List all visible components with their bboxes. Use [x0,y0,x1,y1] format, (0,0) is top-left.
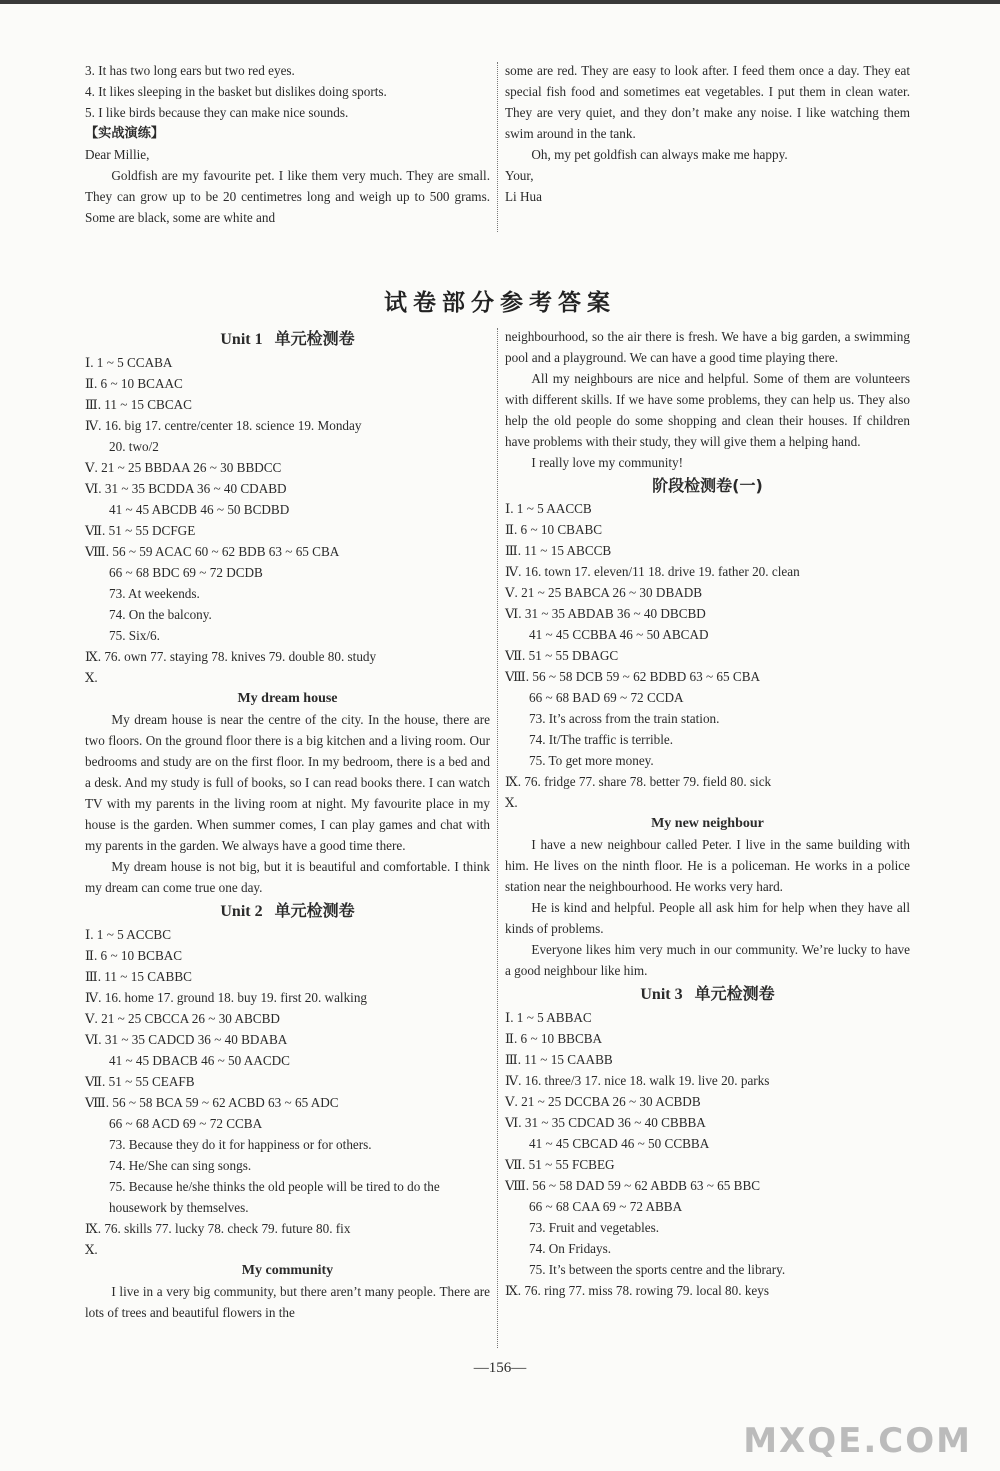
answer-line: 41 ~ 45 DBACB 46 ~ 50 AACDC [109,1053,290,1068]
answer-line: 73. Fruit and vegetables. [529,1220,660,1235]
answer-line: Ⅴ. 21 ~ 25 CBCCA 26 ~ 30 ABCBD [85,1011,280,1026]
answer-line: Ⅵ. 31 ~ 35 CADCD 36 ~ 40 BDABA [85,1032,288,1047]
answer-line: Ⅵ. 31 ~ 35 BCDDA 36 ~ 40 CDABD [85,481,287,496]
answer-line: Ⅹ. [85,670,98,685]
answer-line: Ⅳ. 16. three/3 17. nice 18. walk 19. live 20. parks [505,1073,770,1088]
column-divider [497,328,498,1348]
answer-line: 75. To get more money. [529,753,654,768]
unit-heading [85,900,490,923]
unit-heading [505,983,910,1006]
essay-paragraph: I live in a very big community, but there aren’t many people. There are lots of trees and beautiful flowers in the [85,1284,490,1320]
answer-line: 41 ~ 45 CBCAD 46 ~ 50 CCBBA [529,1136,710,1151]
answer-line: Ⅸ. 76. ring 77. miss 78. rowing 79. local 80. keys [505,1283,770,1298]
answer-line: Ⅱ. 6 ~ 10 BCBAC [85,948,183,963]
stage-heading: 阶段检测卷(一) [652,476,763,495]
answer-line: 74. On the balcony. [109,607,212,622]
top-left-column [85,60,490,228]
column-divider [497,62,498,232]
answer-line: 73. At weekends. [109,586,200,601]
answer-line: 73. It’s across from the train station. [529,711,720,726]
answer-line: Ⅲ. 11 ~ 15 CABBC [85,969,192,984]
answer-line: 75. It’s between the sports centre and the library. [529,1262,786,1277]
answer-line: Ⅳ. 16. big 17. centre/center 18. science 19. Monday [85,418,362,433]
answer-line: Ⅶ. 51 ~ 55 DBAGC [505,648,619,663]
answer-line: 20. two/2 [109,439,159,454]
answer-line: Ⅷ. 56 ~ 58 BCA 59 ~ 62 ACBD 63 ~ 65 ADC [85,1095,339,1110]
essay-title: My community [241,1263,334,1278]
answer-line: 74. He/She can sing songs. [109,1158,252,1173]
letter-salutation: Dear Millie, [85,147,150,162]
letter-closing: Your, [505,168,534,183]
answer-line: Ⅷ. 56 ~ 59 ACAC 60 ~ 62 BDB 63 ~ 65 CBA [85,544,340,559]
answer-line: Ⅴ. 21 ~ 25 DCCBA 26 ~ 30 ACBDB [505,1094,701,1109]
answer-line: 74. On Fridays. [529,1241,612,1256]
answer-line: 5. I like birds because they can make nice sounds. [85,105,349,120]
answer-line: Ⅹ. [505,795,518,810]
answer-line: Ⅰ. 1 ~ 5 AACCB [505,501,592,516]
answer-line: 41 ~ 45 CCBBA 46 ~ 50 ABCAD [529,627,709,642]
answer-line: Ⅱ. 6 ~ 10 BCAAC [85,376,183,391]
answer-line: Ⅷ. 56 ~ 58 DAD 59 ~ 62 ABDB 63 ~ 65 BBC [505,1178,761,1193]
answer-line: Ⅷ. 56 ~ 58 DCB 59 ~ 62 BDBD 63 ~ 65 CBA [505,669,761,684]
letter-paragraph: Goldfish are my favourite pet. I like them very much. They are small. They can grow up to be 20 centimetres long and weigh up to 500 grams. Some are black, some are white and [85,168,490,225]
answer-line: Ⅰ. 1 ~ 5 ACCBC [85,927,171,942]
answer-line: Ⅸ. 76. fridge 77. share 78. better 79. field 80. sick [505,774,772,789]
letter-paragraph: some are red. They are easy to look after. I feed them once a day. They eat special fish food and sometimes eat vegetables. I put them in clean water. They are very quiet, and they don’t make any noise. I like watching them swim around in the tank. [505,63,910,141]
answer-line: 73. Because they do it for happiness or for others. [109,1137,372,1152]
answer-line: Ⅲ. 11 ~ 15 CBCAC [85,397,192,412]
answer-line: Ⅴ. 21 ~ 25 BABCA 26 ~ 30 DBADB [505,585,703,600]
answer-line: 3. It has two long ears but two red eyes. [85,63,295,78]
answer-line: Ⅳ. 16. town 17. eleven/11 18. drive 19. father 20. clean [505,564,800,579]
answer-line: Ⅱ. 6 ~ 10 BBCBA [505,1031,603,1046]
answer-line: 75. Six/6. [109,628,160,643]
letter-signature: Li Hua [505,189,542,204]
answer-line: 75. Because he/she thinks the old people will be tired to do the housework by themselves. [109,1179,440,1215]
answer-line: 41 ~ 45 ABCDB 46 ~ 50 BCDBD [109,502,290,517]
top-rule [0,0,1000,4]
answer-line: 66 ~ 68 ACD 69 ~ 72 CCBA [109,1116,263,1131]
unit-heading-en: Unit 1 [220,331,263,348]
answer-line: Ⅰ. 1 ~ 5 CCABA [85,355,173,370]
answer-line: Ⅲ. 11 ~ 15 ABCCB [505,543,612,558]
left-column [85,326,490,1323]
unit-heading-en: Unit 3 [640,986,683,1003]
section-label: 【实战演练】 [85,126,165,141]
answer-line: Ⅸ. 76. own 77. staying 78. knives 79. double 80. study [85,649,377,664]
answer-line: Ⅲ. 11 ~ 15 CAABB [505,1052,613,1067]
answer-line: Ⅱ. 6 ~ 10 CBABC [505,522,603,537]
section-title: 试卷部分参考答案 [384,289,616,316]
unit-heading-en: Unit 2 [220,903,263,920]
page-number: —156— [473,1360,527,1376]
answer-line: 4. It likes sleeping in the basket but dislikes doing sports. [85,84,387,99]
letter-paragraph: Oh, my pet goldfish can always make me happy. [531,147,788,162]
answer-line: Ⅵ. 31 ~ 35 ABDAB 36 ~ 40 DBCBD [505,606,706,621]
essay-paragraph: I have a new neighbour called Peter. I live in the same building with him. He lives on the ninth floor. He is a policeman. He works in a police station near the neighbourhood. He works very hard. [505,837,910,894]
essay-paragraph: neighbourhood, so the air there is fresh. We have a big garden, a swimming pool and a playground. We can have a good time playing there. [505,329,910,365]
answer-line: 74. It/The traffic is terrible. [529,732,674,747]
answer-line: 66 ~ 68 BAD 69 ~ 72 CCDA [529,690,684,705]
top-right-column [505,60,910,207]
essay-paragraph: Everyone likes him very much in our community. We’re lucky to have a good neighbour like him. [505,942,910,978]
answer-line: Ⅶ. 51 ~ 55 CEAFB [85,1074,195,1089]
answer-line: Ⅸ. 76. skills 77. lucky 78. check 79. future 80. fix [85,1221,351,1236]
answer-line: 66 ~ 68 CAA 69 ~ 72 ABBA [529,1199,683,1214]
answer-line: 66 ~ 68 BDC 69 ~ 72 DCDB [109,565,263,580]
right-column [505,326,910,1301]
answer-line: Ⅳ. 16. home 17. ground 18. buy 19. first 20. walking [85,990,368,1005]
answer-line: Ⅴ. 21 ~ 25 BBDAA 26 ~ 30 BBDCC [85,460,282,475]
unit-heading-cn: 单元检测卷 [274,901,355,920]
answer-line: Ⅰ. 1 ~ 5 ABBAC [505,1010,592,1025]
essay-title: My dream house [237,691,338,706]
essay-paragraph: I really love my community! [531,455,684,470]
essay-paragraph: My dream house is not big, but it is beautiful and comfortable. I think my dream can come true one day. [85,859,490,895]
essay-paragraph: All my neighbours are nice and helpful. Some of them are volunteers with different skills. If we have some problems, they can help us. They also help the old people do some shopping and clean their houses. If children have problems with their study, they will give them a helping hand. [505,371,910,449]
answer-line: Ⅹ. [85,1242,98,1257]
essay-paragraph: He is kind and helpful. People all ask him for help when they have all kinds of problems. [505,900,910,936]
unit-heading [85,328,490,351]
answer-line: Ⅶ. 51 ~ 55 DCFGE [85,523,196,538]
answer-line: Ⅵ. 31 ~ 35 CDCAD 36 ~ 40 CBBBA [505,1115,706,1130]
unit-heading-cn: 单元检测卷 [694,984,775,1003]
unit-heading-cn: 单元检测卷 [274,329,355,348]
essay-paragraph: My dream house is near the centre of the city. In the house, there are two floors. On the ground floor there is a big kitchen and a living room. Our bedrooms and study are on the first floor. In my bedroom, there is a bed and a desk. And my study is full of books, so I can read books there. I can watch TV with my parents in the living room at night. My favourite place in my house is the garden. When summer comes, I can play games and chat with my parents in the garden. We always have a good time there. [85,712,490,853]
essay-title: My new neighbour [651,816,764,831]
answer-line: Ⅶ. 51 ~ 55 FCBEG [505,1157,615,1172]
watermark-logo: MXQE.COM [743,1421,972,1461]
